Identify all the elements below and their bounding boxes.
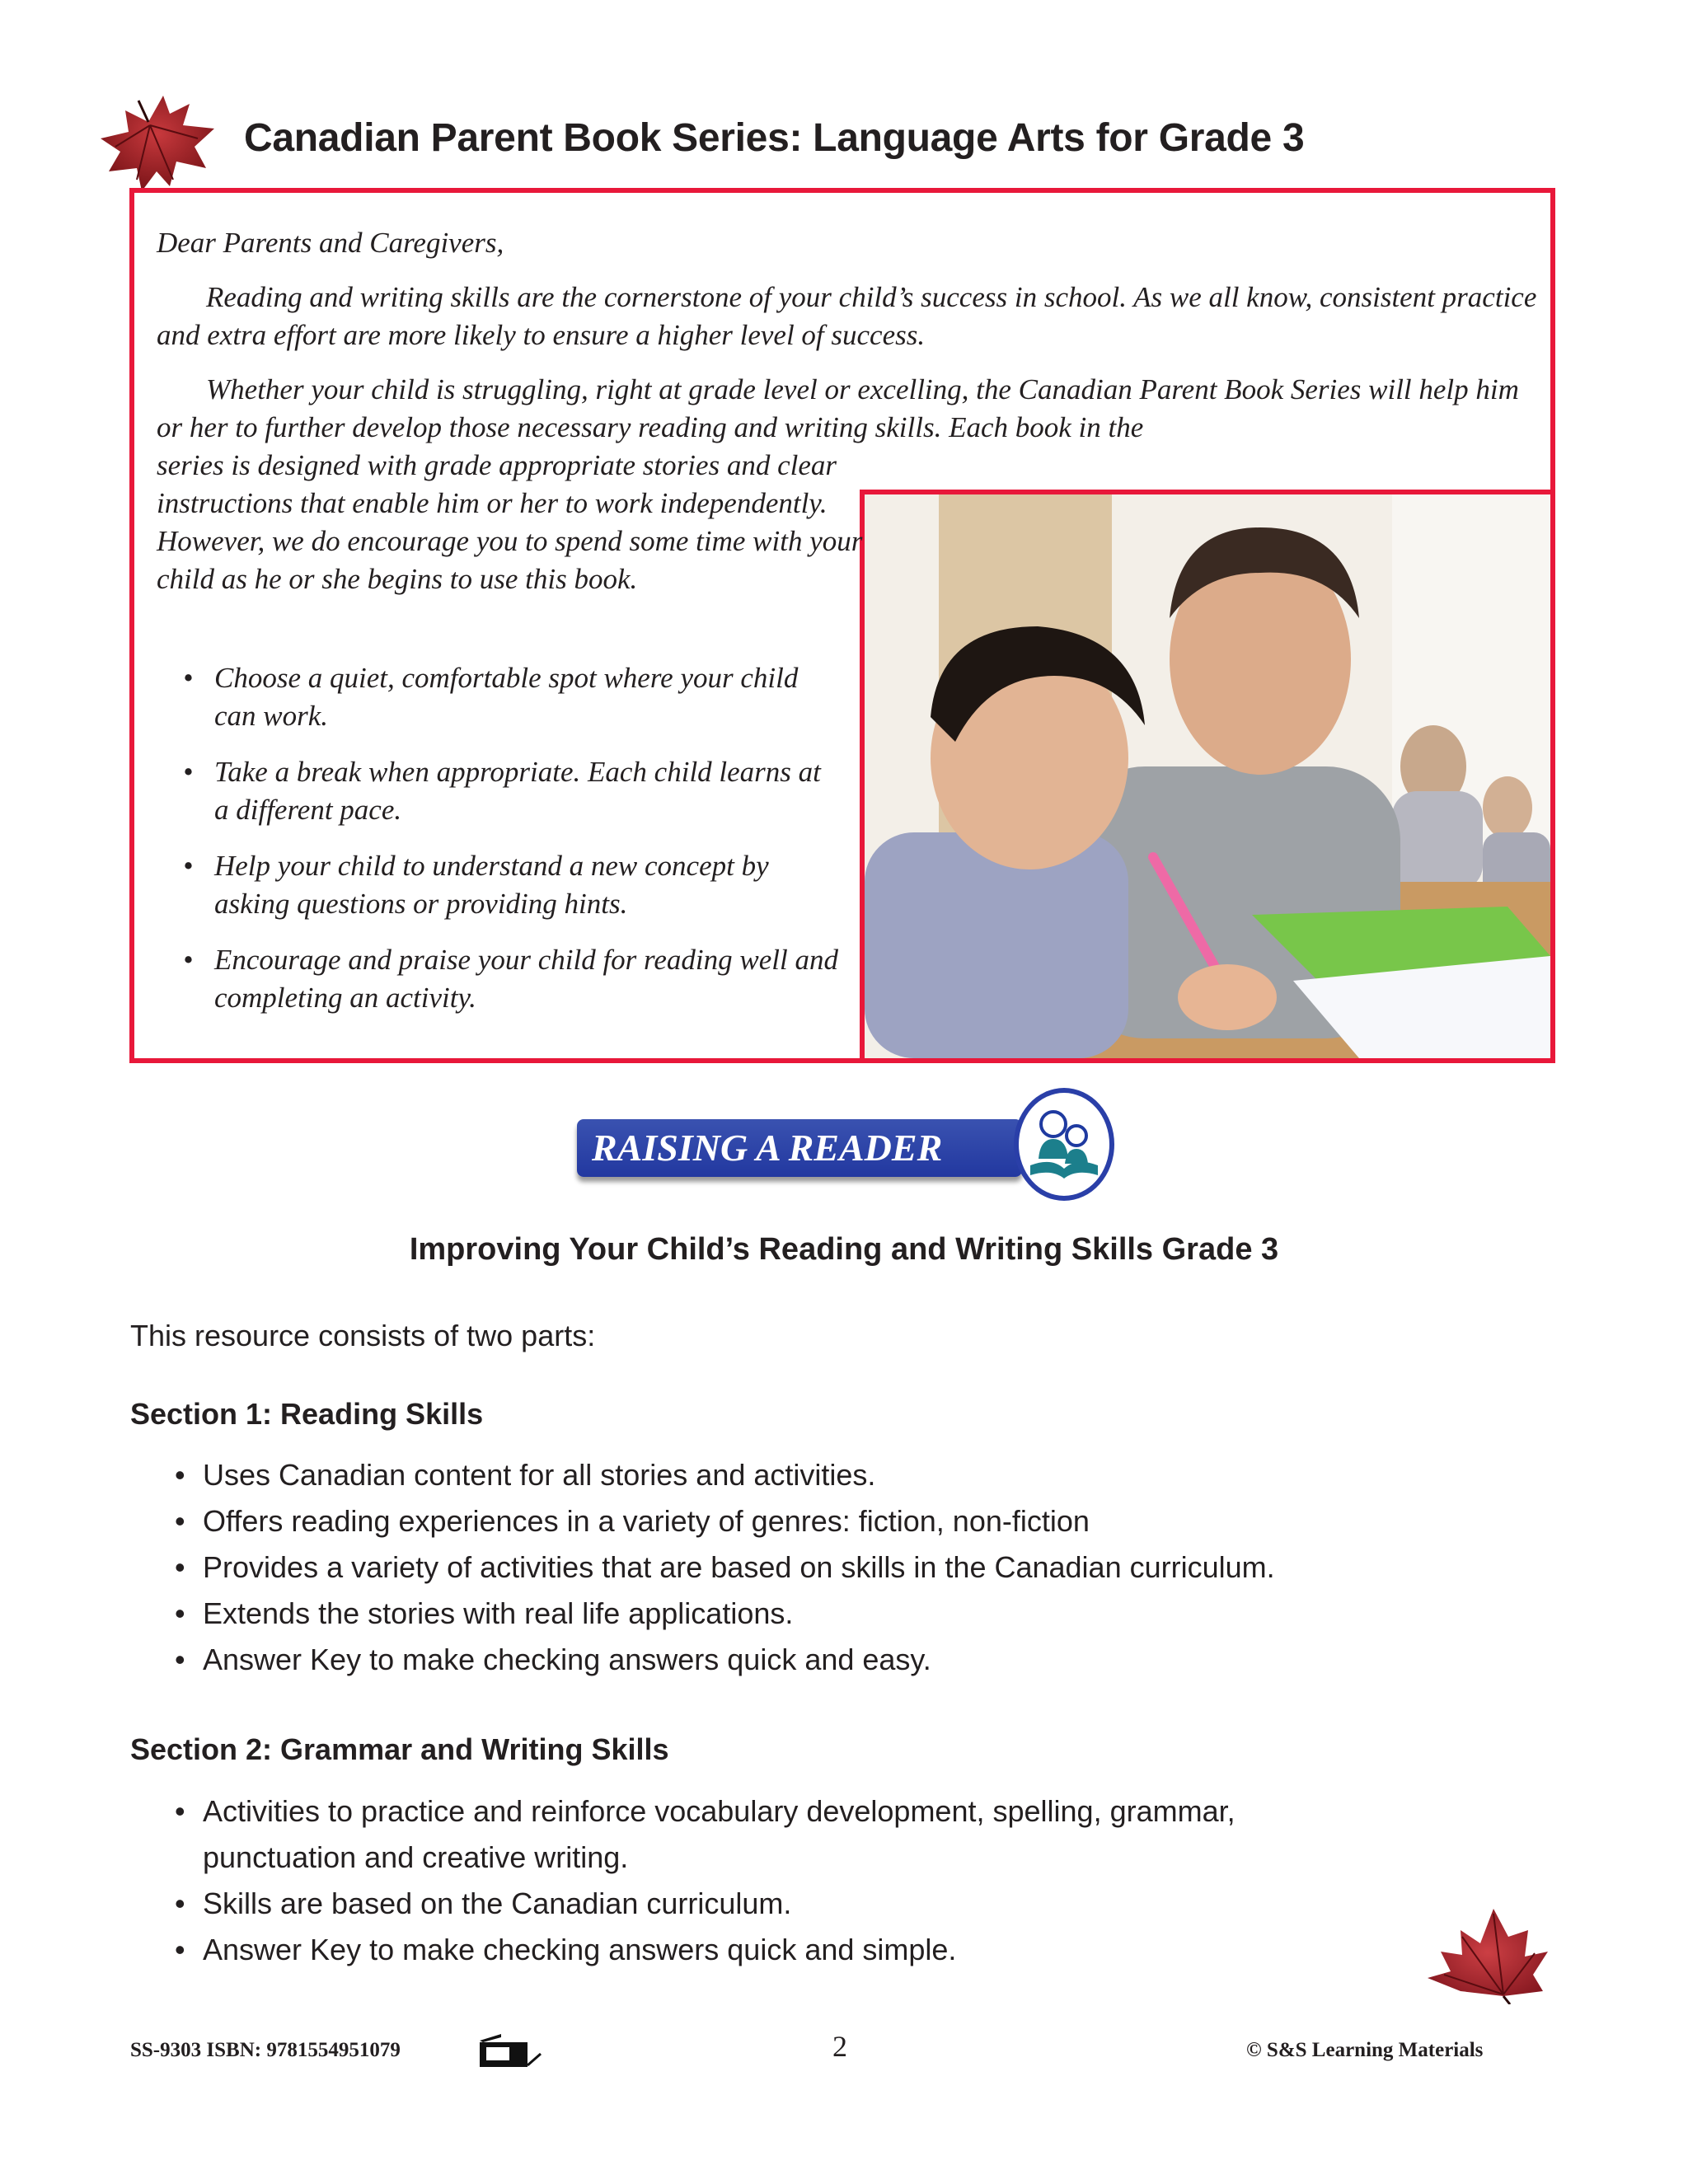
bullet-icon: • [175,1886,185,1920]
bullet-icon: • [175,1458,185,1492]
bullet-icon: • [175,1596,185,1630]
logo-text: RAISING A READER [592,1127,943,1169]
bullet-icon: • [175,1794,185,1828]
section-2-list [175,1788,1395,1973]
list-item: • Skills are based on the Canadian curriculum. [175,1881,1395,1927]
bullet-icon: • [175,1643,185,1676]
product-code-isbn: SS-9303 ISBN: 9781554951079 [130,2039,401,2061]
page-title: Canadian Parent Book Series: Language Arts for Grade 3 [244,116,1305,160]
letter-paragraph-1: Reading and writing skills are the cornerstone of your child’s success in school. As we all know, consistent practice and extra effort are more likely to ensure a higher level of success. [157,281,1537,351]
letter-body [157,224,1541,598]
bullet-icon: • [183,944,194,976]
list-item: • Offers reading experiences in a variety of genres: fiction, non-fiction [175,1498,1493,1544]
letter-paragraph-2-continued: series is designed with grade appropriate stories and clear instructions that enable him or her to work independently. However, we do encourage you to spend some time with your child as he or she begins to use this book. [157,449,863,595]
section-2-heading: Section 2: Grammar and Writing Skills [130,1732,669,1766]
tip-item: • Help your child to understand a new concept by asking questions or providing hints. [183,847,842,923]
bullet-icon: • [175,1550,185,1584]
list-item: • Activities to practice and reinforce vocabulary development, spelling, grammar, punctuation and creative writing. [175,1788,1395,1881]
salutation: Dear Parents and Caregivers, [157,227,504,259]
list-item: • Provides a variety of activities that are based on skills in the Canadian curriculum. [175,1544,1493,1591]
tip-item: • Take a break when appropriate. Each child learns at a different pace. [183,753,842,829]
list-item: • Answer Key to make checking answers quick and simple. [175,1927,1395,1973]
page-number: 2 [832,2030,847,2063]
section-subtitle: Improving Your Child’s Reading and Writing Skills Grade 3 [409,1232,1279,1267]
tip-item: • Encourage and praise your child for reading well and completing an activity. [183,941,842,1017]
list-item: • Uses Canadian content for all stories and activities. [175,1452,1493,1498]
list-item: • Extends the stories with real life applications. [175,1591,1493,1637]
maple-leaf-icon [1411,1905,1551,2004]
bullet-icon: • [183,662,194,694]
list-item: • Answer Key to make checking answers quick and easy. [175,1637,1493,1683]
raising-a-reader-logo [577,1086,1121,1193]
intro-text: This resource consists of two parts: [130,1319,596,1352]
tips-list [183,659,842,1035]
tip-item: • Choose a quiet, comfortable spot where your child can work. [183,659,842,735]
bullet-icon: • [175,1933,185,1966]
bullet-icon: • [183,756,194,788]
copyright: © S&S Learning Materials [1246,2039,1484,2061]
bullet-icon: • [175,1504,185,1538]
section-1-heading: Section 1: Reading Skills [130,1397,484,1431]
photocopier-icon [478,2032,569,2067]
section-1-list [175,1452,1493,1683]
letter-paragraph-2: Whether your child is struggling, right at grade level or excelling, the Canadian Parent Book Series will help him or her to further develop those necessary reading and writing skills. Each book in the [157,373,1519,443]
bullet-icon: • [183,850,194,882]
parent-child-reading-icon [1014,1088,1114,1201]
